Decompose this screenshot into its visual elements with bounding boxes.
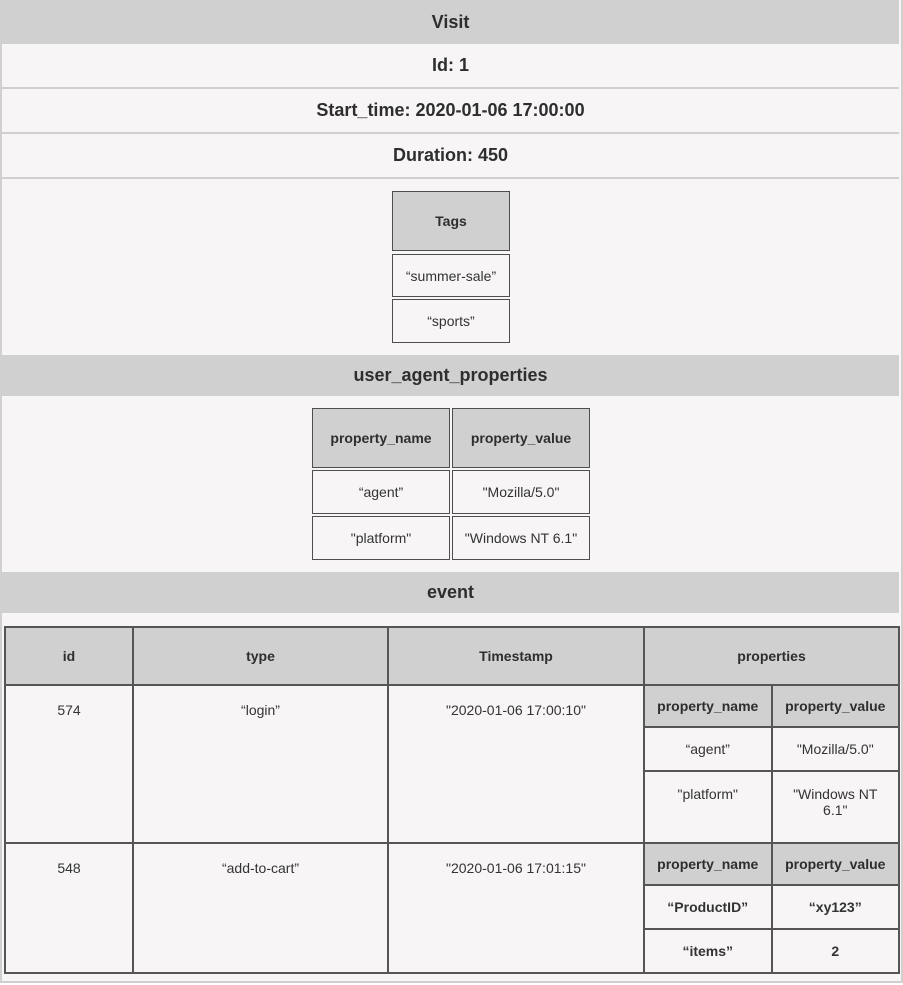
prop-col-value: property_value <box>772 686 899 727</box>
prop-name: “ProductID” <box>645 885 772 929</box>
table-row <box>5 685 899 843</box>
tag-item: “summer-sale” <box>392 254 510 297</box>
prop-col-name: property_name <box>645 686 772 727</box>
event-id: 574 <box>5 685 133 843</box>
user-agent-properties-title: user_agent_properties <box>2 355 899 396</box>
col-timestamp: Timestamp <box>388 627 644 685</box>
ua-cell-value: "Mozilla/5.0" <box>452 470 590 514</box>
table-row <box>5 843 899 973</box>
prop-value: 2 <box>772 929 899 972</box>
col-properties: properties <box>644 627 899 685</box>
event-timestamp: "2020-01-06 17:00:10" <box>388 685 644 843</box>
prop-name: “agent” <box>645 727 772 771</box>
ua-col-property-name: property_name <box>312 408 450 468</box>
event-timestamp: "2020-01-06 17:01:15" <box>388 843 644 973</box>
prop-value: "Windows NT 6.1" <box>772 771 899 842</box>
ua-col-property-value: property_value <box>452 408 590 468</box>
ua-cell-name: “agent” <box>312 470 450 514</box>
prop-value: “xy123” <box>772 885 899 929</box>
prop-name: "platform" <box>645 771 772 842</box>
ua-cell-name: "platform" <box>312 516 450 560</box>
col-id: id <box>5 627 133 685</box>
event-title: event <box>2 572 899 613</box>
event-type: “add-to-cart” <box>133 843 388 973</box>
prop-value: "Mozilla/5.0" <box>772 727 899 771</box>
tags-header: Tags <box>392 191 510 251</box>
visit-title: Visit <box>2 0 899 44</box>
event-id: 548 <box>5 843 133 973</box>
event-properties <box>644 685 899 843</box>
event-table <box>4 626 900 974</box>
properties-table <box>645 844 898 972</box>
prop-name: “items” <box>645 929 772 972</box>
event-properties <box>644 843 899 973</box>
col-type: type <box>133 627 388 685</box>
visit-id: Id: 1 <box>2 44 899 89</box>
visit-start-time: Start_time: 2020-01-06 17:00:00 <box>2 89 899 134</box>
ua-cell-value: "Windows NT 6.1" <box>452 516 590 560</box>
visit-duration: Duration: 450 <box>2 134 899 179</box>
event-header-row <box>5 627 899 685</box>
event-type: “login” <box>133 685 388 843</box>
prop-col-value: property_value <box>772 844 899 885</box>
tag-item: “sports” <box>392 299 510 343</box>
properties-table <box>645 686 898 842</box>
prop-col-name: property_name <box>645 844 772 885</box>
